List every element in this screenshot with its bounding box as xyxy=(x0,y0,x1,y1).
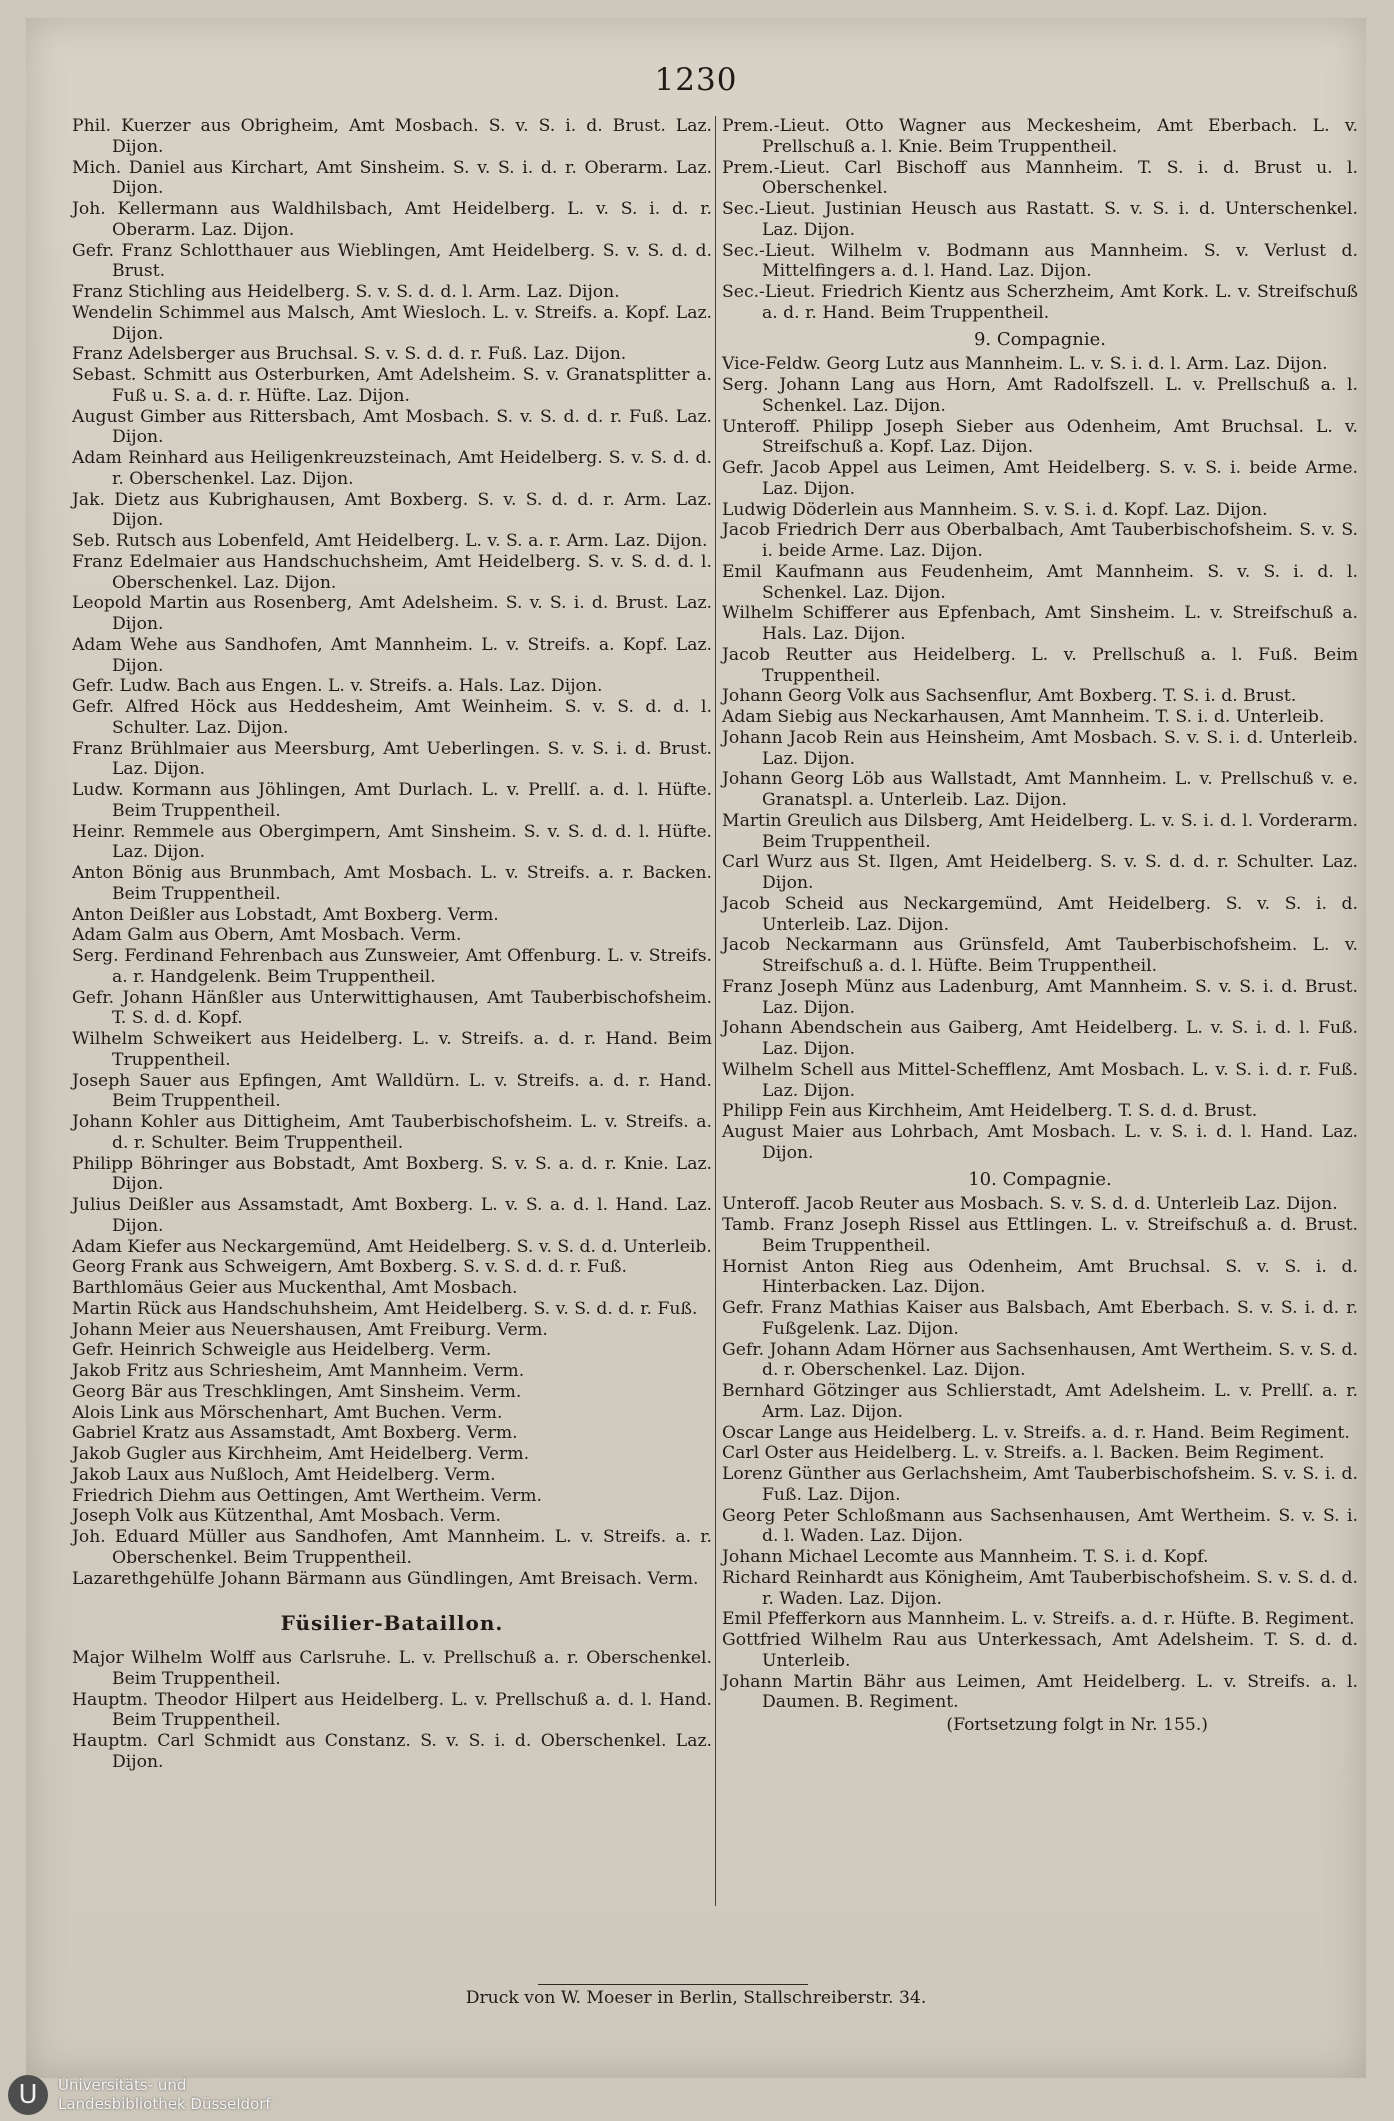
casualty-entry: Serg. Johann Lang aus Horn, Amt Radolfszell. L. v. Prellschuß a. l. Schenkel. Laz. Dijon. xyxy=(722,375,1358,416)
continuation-note: (Fortsetzung folgt in Nr. 155.) xyxy=(946,1715,1208,1735)
casualty-entry: Jak. Dietz aus Kubrighausen, Amt Boxberg. S. v. S. d. d. r. Arm. Laz. Dijon. xyxy=(72,489,712,531)
casualty-entry: Jacob Friedrich Derr aus Oberbalbach, Amt Tauberbischofsheim. S. v. S. i. beide Arme. Laz. Dijon. xyxy=(722,520,1358,561)
casualty-entry: Franz Adelsberger aus Bruchsal. S. v. S. d. d. r. Fuß. Laz. Dijon. xyxy=(72,344,627,365)
casualty-entry: Anton Deißler aus Lobstadt, Amt Boxberg. Verm. xyxy=(72,904,499,925)
casualty-entry: Ludw. Kormann aus Jöhlingen, Amt Durlach. L. v. Prellſ. a. d. l. Hüfte. Beim Truppentheil. xyxy=(72,780,712,821)
casualty-entry: Adam Wehe aus Sandhofen, Amt Mannheim. L. v. Streifs. a. Kopf. Laz. Dijon. xyxy=(72,634,712,676)
casualty-entry: Wilhelm Schell aus Mittel-Schefflenz, Amt Mosbach. L. v. S. i. d. r. Fuß. Laz. Dijon. xyxy=(722,1059,1358,1101)
casualty-entry: Lorenz Günther aus Gerlachsheim, Amt Tauberbischofsheim. S. v. S. i. d. Fuß. Laz. Dijon. xyxy=(722,1464,1358,1505)
casualty-entry: Franz Brühlmaier aus Meersburg, Amt Ueberlingen. S. v. S. i. d. Brust. Laz. Dijon. xyxy=(72,738,712,780)
casualty-entry: August Maier aus Lohrbach, Amt Mosbach. L. v. S. i. d. l. Hand. Laz. Dijon. xyxy=(722,1122,1358,1163)
casualty-entry: Gefr. Alfred Höck aus Heddesheim, Amt Weinheim. S. v. S. d. d. l. Schulter. Laz. Dijon. xyxy=(72,697,712,738)
company-10-casualty-list xyxy=(722,1194,1358,1713)
casualty-entry: Wilhelm Schweikert aus Heidelberg. L. v. Streifs. a. d. r. Hand. Beim Truppentheil. xyxy=(72,1029,712,1070)
casualty-entry: Jakob Fritz aus Schriesheim, Amt Mannheim. Verm. xyxy=(72,1361,525,1381)
casualty-entry: Prem.-Lieut. Carl Bischoff aus Mannheim. T. S. i. d. Brust u. l. Oberschenkel. xyxy=(722,157,1358,199)
casualty-entry: Emil Pfefferkorn aus Mannheim. L. v. Streifs. a. d. r. Hüfte. B. Regiment. xyxy=(722,1609,1355,1630)
casualty-entry: Lazarethgehülfe Johann Bärmann aus Gündlingen, Amt Breisach. Verm. xyxy=(72,1568,699,1589)
casualty-entry: Gabriel Kratz aus Assamstadt, Amt Boxberg. Verm. xyxy=(72,1423,518,1444)
casualty-entry: Friedrich Diehm aus Oettingen, Amt Wertheim. Verm. xyxy=(72,1485,542,1506)
casualty-entry: Unteroff. Jacob Reuter aus Mosbach. S. v. S. d. d. Unterleib Laz. Dijon. xyxy=(722,1194,1338,1215)
right-column xyxy=(722,116,1358,1736)
casualty-entry: Adam Galm aus Obern, Amt Mosbach. Verm. xyxy=(72,925,462,946)
casualty-entry: Emil Kaufmann aus Feudenheim, Amt Mannheim. S. v. S. i. d. l. Schenkel. Laz. Dijon. xyxy=(722,561,1358,603)
casualty-entry: Franz Stichling aus Heidelberg. S. v. S. d. d. l. Arm. Laz. Dijon. xyxy=(72,282,620,302)
casualty-entry: Jakob Gugler aus Kirchheim, Amt Heidelberg. Verm. xyxy=(72,1444,530,1464)
casualty-entry: Serg. Ferdinand Fehrenbach aus Zunsweier, Amt Offenburg. L. v. Streifs. a. r. Handgelenk. Beim Truppentheil. xyxy=(72,946,712,987)
page-number: 1230 xyxy=(654,62,738,98)
casualty-entry: Hornist Anton Rieg aus Odenheim, Amt Bruchsal. S. v. S. i. d. Hinterbacken. Laz. Dijon. xyxy=(722,1256,1358,1298)
casualty-entry: Hauptm. Carl Schmidt aus Constanz. S. v. S. i. d. Oberschenkel. Laz. Dijon. xyxy=(72,1731,712,1772)
left-column xyxy=(72,116,712,1773)
library-name-line2: Landesbibliothek Düsseldorf xyxy=(58,2094,271,2113)
casualty-entry: August Gimber aus Rittersbach, Amt Mosbach. S. v. S. d. d. r. Fuß. Laz. Dijon. xyxy=(72,406,712,448)
officer-casualty-list xyxy=(722,116,1358,324)
casualty-entry: Major Wilhelm Wolff aus Carlsruhe. L. v. Prellschuß a. r. Oberschenkel. Beim Truppentheil. xyxy=(72,1648,712,1689)
casualty-entry: Philipp Böhringer aus Bobstadt, Amt Boxberg. S. v. S. a. d. r. Knie. Laz. Dijon. xyxy=(72,1153,712,1195)
casualty-entry: Georg Bär aus Treschklingen, Amt Sinsheim. Verm. xyxy=(72,1381,522,1402)
casualty-entry: Jacob Neckarmann aus Grünsfeld, Amt Tauberbischofsheim. L. v. Streifschuß a. d. l. Hüfte. Beim Truppentheil. xyxy=(722,935,1358,976)
casualty-entry: Seb. Rutsch aus Lobenfeld, Amt Heidelberg. L. v. S. a. r. Arm. Laz. Dijon. xyxy=(72,531,708,551)
casualty-entry: Richard Reinhardt aus Königheim, Amt Tauberbischofsheim. S. v. S. d. d. r. Waden. Laz. Dijon. xyxy=(722,1567,1358,1609)
casualty-entry: Oscar Lange aus Heidelberg. L. v. Streifs. a. d. r. Hand. Beim Regiment. xyxy=(722,1422,1350,1443)
casualty-entry: Leopold Martin aus Rosenberg, Amt Adelsheim. S. v. S. i. d. Brust. Laz. Dijon. xyxy=(72,593,712,634)
casualty-entry: Martin Rück aus Handschuhsheim, Amt Heidelberg. S. v. S. d. d. r. Fuß. xyxy=(72,1298,698,1319)
casualty-entry: Gefr. Franz Schlotthauer aus Wieblingen, Amt Heidelberg. S. v. S. d. d. Brust. xyxy=(72,240,712,282)
casualty-entry: Carl Oster aus Heidelberg. L. v. Streifs. a. l. Backen. Beim Regiment. xyxy=(722,1443,1325,1464)
left-casualty-list xyxy=(72,116,712,1589)
casualty-entry: Hauptm. Theodor Hilpert aus Heidelberg. L. v. Prellschuß a. d. l. Hand. Beim Truppentheil. xyxy=(72,1689,712,1731)
casualty-entry: Gefr. Jacob Appel aus Leimen, Amt Heidelberg. S. v. S. i. beide Arme. Laz. Dijon. xyxy=(722,458,1358,499)
casualty-entry: Joh. Kellermann aus Waldhilsbach, Amt Heidelberg. L. v. S. i. d. r. Oberarm. Laz. Dijon. xyxy=(72,199,712,240)
casualty-entry: Joseph Volk aus Kützenthal, Amt Mosbach. Verm. xyxy=(72,1506,502,1527)
casualty-entry: Adam Siebig aus Neckarhausen, Amt Mannheim. T. S. i. d. Unterleib. xyxy=(722,707,1325,727)
casualty-entry: Sec.-Lieut. Friedrich Kientz aus Scherzheim, Amt Kork. L. v. Streifschuß a. d. r. Hand. Beim Truppentheil. xyxy=(722,282,1358,323)
casualty-entry: Jakob Laux aus Nußloch, Amt Heidelberg. Verm. xyxy=(72,1464,496,1485)
casualty-entry: Joseph Sauer aus Epfingen, Amt Walldürn. L. v. Streifs. a. d. r. Hand. Beim Truppentheil. xyxy=(72,1070,712,1112)
casualty-entry: Barthlomäus Geier aus Muckenthal, Amt Mosbach. xyxy=(72,1278,518,1298)
casualty-entry: Sec.-Lieut. Justinian Heusch aus Rastatt. S. v. S. i. d. Unterschenkel. Laz. Dijon. xyxy=(722,199,1358,240)
casualty-entry: Gottfried Wilhelm Rau aus Unterkessach, Amt Adelsheim. T. S. d. d. Unterleib. xyxy=(722,1630,1358,1671)
casualty-entry: Gefr. Johann Hänßler aus Unterwittighausen, Amt Tauberbischofsheim. T. S. d. d. Kopf. xyxy=(72,987,712,1029)
casualty-entry: Bernhard Götzinger aus Schlierstadt, Amt Adelsheim. L. v. Prellſ. a. r. Arm. Laz. Dijon. xyxy=(722,1381,1358,1422)
casualty-entry: Anton Bönig aus Brunmbach, Amt Mosbach. L. v. Streifs. a. r. Backen. Beim Truppentheil. xyxy=(72,863,712,904)
printer-imprint: Druck von W. Moeser in Berlin, Stallschreiberstr. 34. xyxy=(465,1988,927,2008)
library-logo-icon: U xyxy=(8,2075,48,2115)
casualty-entry: Unteroff. Philipp Joseph Sieber aus Odenheim, Amt Bruchsal. L. v. Streifschuß a. Kopf. Laz. Dijon. xyxy=(722,416,1358,458)
fusilier-battalion-heading: Füsilier-Bataillon. xyxy=(280,1611,504,1636)
casualty-entry: Wendelin Schimmel aus Malsch, Amt Wiesloch. L. v. Streifs. a. Kopf. Laz. Dijon. xyxy=(72,302,712,344)
casualty-entry: Johann Michael Lecomte aus Mannheim. T. S. i. d. Kopf. xyxy=(722,1547,1209,1567)
casualty-entry: Adam Kiefer aus Neckargemünd, Amt Heidelberg. S. v. S. d. d. Unterleib. xyxy=(72,1236,712,1257)
fusilier-casualty-list xyxy=(72,1648,712,1773)
casualty-entry: Johann Georg Löb aus Wallstadt, Amt Mannheim. L. v. Prellschuß v. e. Granatspl. a. Unterleib. Laz. Dijon. xyxy=(722,769,1358,810)
casualty-entry: Ludwig Döderlein aus Mannheim. S. v. S. i. d. Kopf. Laz. Dijon. xyxy=(722,499,1268,520)
casualty-entry: Georg Peter Schloßmann aus Sachsenhausen, Amt Wertheim. S. v. S. i. d. l. Waden. Laz. Dijon. xyxy=(722,1505,1358,1547)
casualty-entry: Johann Kohler aus Dittigheim, Amt Tauberbischofsheim. L. v. Streifs. a. d. r. Schulter. Beim Truppentheil. xyxy=(72,1112,712,1153)
library-name xyxy=(58,2076,271,2114)
casualty-entry: Georg Frank aus Schweigern, Amt Boxberg. S. v. S. d. d. r. Fuß. xyxy=(72,1257,627,1278)
casualty-entry: Prem.-Lieut. Otto Wagner aus Meckesheim, Amt Eberbach. L. v. Prellschuß a. l. Knie. Beim Truppentheil. xyxy=(722,116,1358,157)
casualty-entry: Johann Jacob Rein aus Heinsheim, Amt Mosbach. S. v. S. i. d. Unterleib. Laz. Dijon. xyxy=(722,727,1358,769)
casualty-entry: Johann Abendschein aus Gaiberg, Amt Heidelberg. L. v. S. i. d. l. Fuß. Laz. Dijon. xyxy=(722,1018,1358,1059)
casualty-entry: Jacob Reutter aus Heidelberg. L. v. Prellschuß a. l. Fuß. Beim Truppentheil. xyxy=(722,644,1358,686)
casualty-entry: Tamb. Franz Joseph Rissel aus Ettlingen. L. v. Streifschuß a. d. Brust. Beim Truppentheil. xyxy=(722,1215,1358,1256)
casualty-entry: Heinr. Remmele aus Obergimpern, Amt Sinsheim. S. v. S. d. d. l. Hüfte. Laz. Dijon. xyxy=(72,821,712,863)
casualty-entry: Mich. Daniel aus Kirchart, Amt Sinsheim. S. v. S. i. d. r. Oberarm. Laz. Dijon. xyxy=(72,157,712,199)
casualty-entry: Vice-Feldw. Georg Lutz aus Mannheim. L. v. S. i. d. l. Arm. Laz. Dijon. xyxy=(722,354,1328,375)
casualty-entry: Wilhelm Schifferer aus Epfenbach, Amt Sinsheim. L. v. Streifschuß a. Hals. Laz. Dijon. xyxy=(722,603,1358,644)
casualty-entry: Gefr. Franz Mathias Kaiser aus Balsbach, Amt Eberbach. S. v. S. i. d. r. Fußgelenk. Laz. Dijon. xyxy=(722,1298,1358,1339)
casualty-entry: Carl Wurz aus St. Ilgen, Amt Heidelberg. S. v. S. d. d. r. Schulter. Laz. Dijon. xyxy=(722,852,1358,893)
casualty-entry: Gefr. Heinrich Schweigle aus Heidelberg. Verm. xyxy=(72,1340,492,1361)
casualty-entry: Gefr. Johann Adam Hörner aus Sachsenhausen, Amt Wertheim. S. v. S. d. d. r. Oberschenkel. Laz. Dijon. xyxy=(722,1339,1358,1381)
newspaper-page xyxy=(26,18,1366,2078)
company-9-casualty-list xyxy=(722,354,1358,1163)
casualty-entry: Joh. Eduard Müller aus Sandhofen, Amt Mannheim. L. v. Streifs. a. r. Oberschenkel. Beim Truppentheil. xyxy=(72,1527,712,1568)
footer-rule xyxy=(538,1984,808,1985)
company-10-heading: 10. Compagnie. xyxy=(968,1168,1112,1190)
casualty-entry: Phil. Kuerzer aus Obrigheim, Amt Mosbach. S. v. S. i. d. Brust. Laz. Dijon. xyxy=(72,116,712,157)
casualty-entry: Johann Meier aus Neuershausen, Amt Freiburg. Verm. xyxy=(72,1319,548,1340)
library-name-line1: Universitäts- und xyxy=(58,2075,187,2094)
casualty-entry: Franz Edelmaier aus Handschuchsheim, Amt Heidelberg. S. v. S. d. d. l. Oberschenkel. Laz. Dijon. xyxy=(72,551,712,593)
column-divider xyxy=(715,116,716,1906)
casualty-entry: Sec.-Lieut. Wilhelm v. Bodmann aus Mannheim. S. v. Verlust d. Mittelfingers a. d. l. Hand. Laz. Dijon. xyxy=(722,240,1358,282)
casualty-entry: Jacob Scheid aus Neckargemünd, Amt Heidelberg. S. v. S. i. d. Unterleib. Laz. Dijon. xyxy=(722,893,1358,935)
company-9-heading: 9. Compagnie. xyxy=(973,328,1107,350)
casualty-entry: Johann Martin Bähr aus Leimen, Amt Heidelberg. L. v. Streifs. a. l. Daumen. B. Regiment. xyxy=(722,1671,1358,1713)
casualty-entry: Gefr. Ludw. Bach aus Engen. L. v. Streifs. a. Hals. Laz. Dijon. xyxy=(72,676,603,697)
casualty-entry: Johann Georg Volk aus Sachsenflur, Amt Boxberg. T. S. i. d. Brust. xyxy=(722,686,1297,707)
casualty-entry: Sebast. Schmitt aus Osterburken, Amt Adelsheim. S. v. Granatsplitter a. Fuß u. S. a. d. r. Hüfte. Laz. Dijon. xyxy=(72,365,712,406)
casualty-entry: Philipp Fein aus Kirchheim, Amt Heidelberg. T. S. d. d. Brust. xyxy=(722,1101,1258,1122)
library-watermark xyxy=(0,2068,328,2121)
casualty-entry: Alois Link aus Mörschenhart, Amt Buchen. Verm. xyxy=(72,1402,503,1423)
casualty-entry: Martin Greulich aus Dilsberg, Amt Heidelberg. L. v. S. i. d. l. Vorderarm. Beim Truppentheil. xyxy=(722,810,1358,852)
casualty-entry: Franz Joseph Münz aus Ladenburg, Amt Mannheim. S. v. S. i. d. Brust. Laz. Dijon. xyxy=(722,976,1358,1018)
casualty-entry: Julius Deißler aus Assamstadt, Amt Boxberg. L. v. S. a. d. l. Hand. Laz. Dijon. xyxy=(72,1195,712,1236)
casualty-entry: Adam Reinhard aus Heiligenkreuzsteinach, Amt Heidelberg. S. v. S. d. d. r. Oberschenkel. Laz. Dijon. xyxy=(72,448,712,489)
